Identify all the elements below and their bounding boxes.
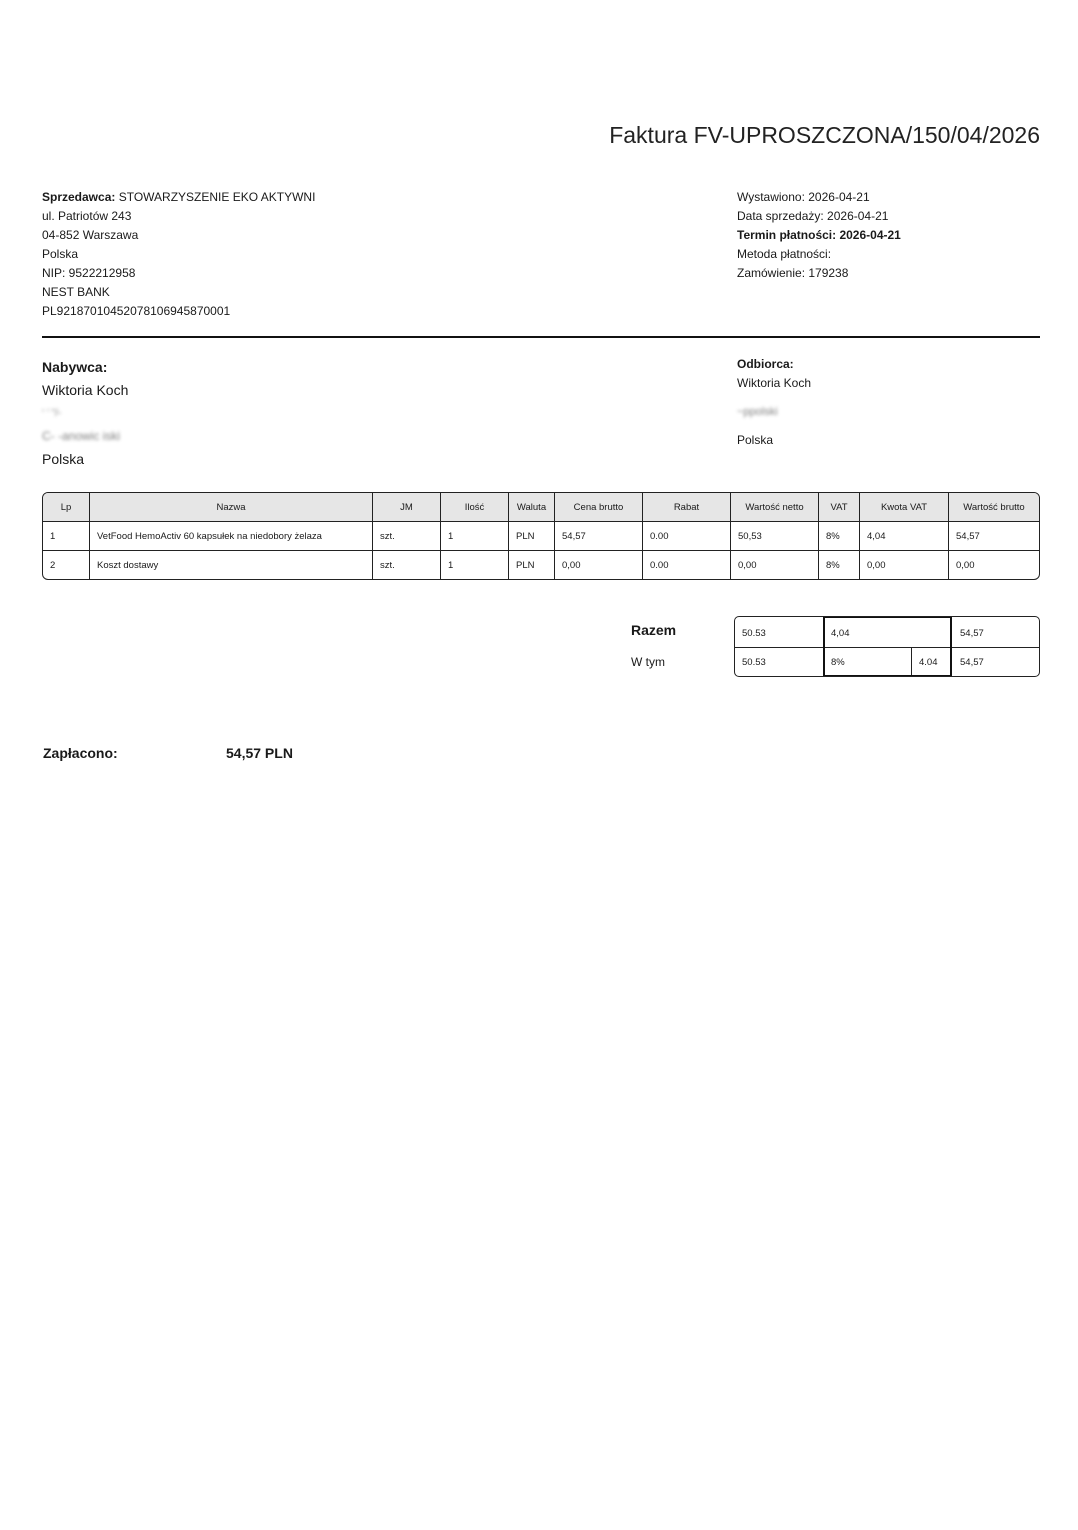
seller-block <box>42 188 315 321</box>
order-number: Zamówienie: 179238 <box>737 266 849 280</box>
col-header-nazwa: Nazwa <box>90 493 373 522</box>
payment-due: Termin płatności: 2026-04-21 <box>737 228 901 242</box>
col-header-lp: Lp <box>43 493 90 522</box>
cell-kwota-vat: 4,04 <box>860 522 949 551</box>
breakdown-label: W tym <box>631 655 665 669</box>
col-header-rabat: Rabat <box>643 493 731 522</box>
cell-wartosc-netto: 50,53 <box>731 522 819 551</box>
cell-cena-brutto: 0,00 <box>555 551 643 579</box>
table-header-row <box>43 493 1039 522</box>
cell-nazwa: VetFood HemoActiv 60 kapsułek na niedobory żelaza <box>90 522 373 551</box>
paid-amount: 54,57 PLN <box>226 745 293 761</box>
cell-jm: szt. <box>373 551 441 579</box>
seller-street: ul. Patriotów 243 <box>42 209 132 223</box>
invoice-meta <box>737 188 901 283</box>
total-label: Razem <box>631 622 677 638</box>
cell-waluta: PLN <box>509 551 555 579</box>
col-header-kwota-vat: Kwota VAT <box>860 493 949 522</box>
paid-label: Zapłacono: <box>43 745 118 761</box>
buyer-label: Nabywca: <box>42 359 108 375</box>
breakdown-vat-rate: 8% <box>831 657 845 668</box>
col-header-jm: JM <box>373 493 441 522</box>
cell-lp: 1 <box>43 522 90 551</box>
payment-method: Metoda płatności: <box>737 247 832 261</box>
total-vat-amount: 4,04 <box>831 628 850 639</box>
cell-vat: 8% <box>819 522 860 551</box>
cell-jm: szt. <box>373 522 441 551</box>
cell-ilosc: 1 <box>441 551 509 579</box>
sale-date: Data sprzedaży: 2026-04-21 <box>737 209 889 223</box>
cell-lp: 2 <box>43 551 90 579</box>
seller-nip: NIP: 9522212958 <box>42 266 136 280</box>
buyer-name: Wiktoria Koch <box>42 382 129 398</box>
seller-bank: NEST BANK <box>42 285 110 299</box>
recipient-name: Wiktoria Koch <box>737 376 812 390</box>
issued-date: Wystawiono: 2026-04-21 <box>737 190 870 204</box>
items-table <box>42 492 1040 580</box>
recipient-address-redacted: ~ppolski <box>737 406 778 418</box>
table-row <box>43 551 1039 579</box>
col-header-wartosc-netto: Wartość netto <box>731 493 819 522</box>
buyer-city-redacted: C‑ ‑anowic iski <box>42 429 121 443</box>
cell-wartosc-netto: 0,00 <box>731 551 819 579</box>
cell-kwota-vat: 0,00 <box>860 551 949 579</box>
cell-cena-brutto: 54,57 <box>555 522 643 551</box>
summary-table <box>734 616 1040 677</box>
cell-wartosc-brutto: 0,00 <box>956 559 975 571</box>
section-divider <box>42 336 1040 338</box>
seller-city: 04-852 Warszawa <box>42 228 139 242</box>
cell-ilosc: 1 <box>441 522 509 551</box>
col-header-ilosc: Ilość <box>441 493 509 522</box>
cell-vat: 8% <box>819 551 860 579</box>
seller-account: PL92187010452078106945870001 <box>42 304 231 318</box>
recipient-block <box>737 355 811 450</box>
vat-column-frame <box>823 616 952 677</box>
buyer-country: Polska <box>42 451 85 467</box>
table-row <box>43 522 1039 551</box>
col-header-vat: VAT <box>819 493 860 522</box>
breakdown-vat-amount: 4.04 <box>919 657 938 668</box>
seller-country: Polska <box>42 247 79 261</box>
seller-name: STOWARZYSZENIE EKO AKTYWNI <box>118 190 316 204</box>
total-netto: 50.53 <box>742 628 766 639</box>
recipient-country: Polska <box>737 433 774 447</box>
cell-wartosc-brutto: 54,57 <box>949 522 1039 551</box>
col-header-wartosc-brutto: Wartość brutto <box>949 493 1039 522</box>
recipient-label: Odbiorca: <box>737 357 794 371</box>
breakdown-brutto: 54,57 <box>960 657 984 668</box>
seller-label: Sprzedawca: <box>42 190 116 204</box>
col-header-cena-brutto: Cena brutto <box>555 493 643 522</box>
total-brutto: 54,57 <box>960 628 984 639</box>
cell-rabat: 0.00 <box>643 522 731 551</box>
col-header-waluta: Waluta <box>509 493 555 522</box>
buyer-address-redacted: ‘ ’ ”/‑ <box>42 408 62 419</box>
cell-rabat: 0.00 <box>643 551 731 579</box>
cell-waluta: PLN <box>509 522 555 551</box>
cell-nazwa: Koszt dostawy <box>90 551 373 579</box>
invoice-title: Faktura FV-UPROSZCZONA/150/04/2026 <box>609 122 1040 148</box>
breakdown-netto: 50.53 <box>742 657 766 668</box>
buyer-block <box>42 356 128 471</box>
seller-name-line <box>42 188 315 207</box>
